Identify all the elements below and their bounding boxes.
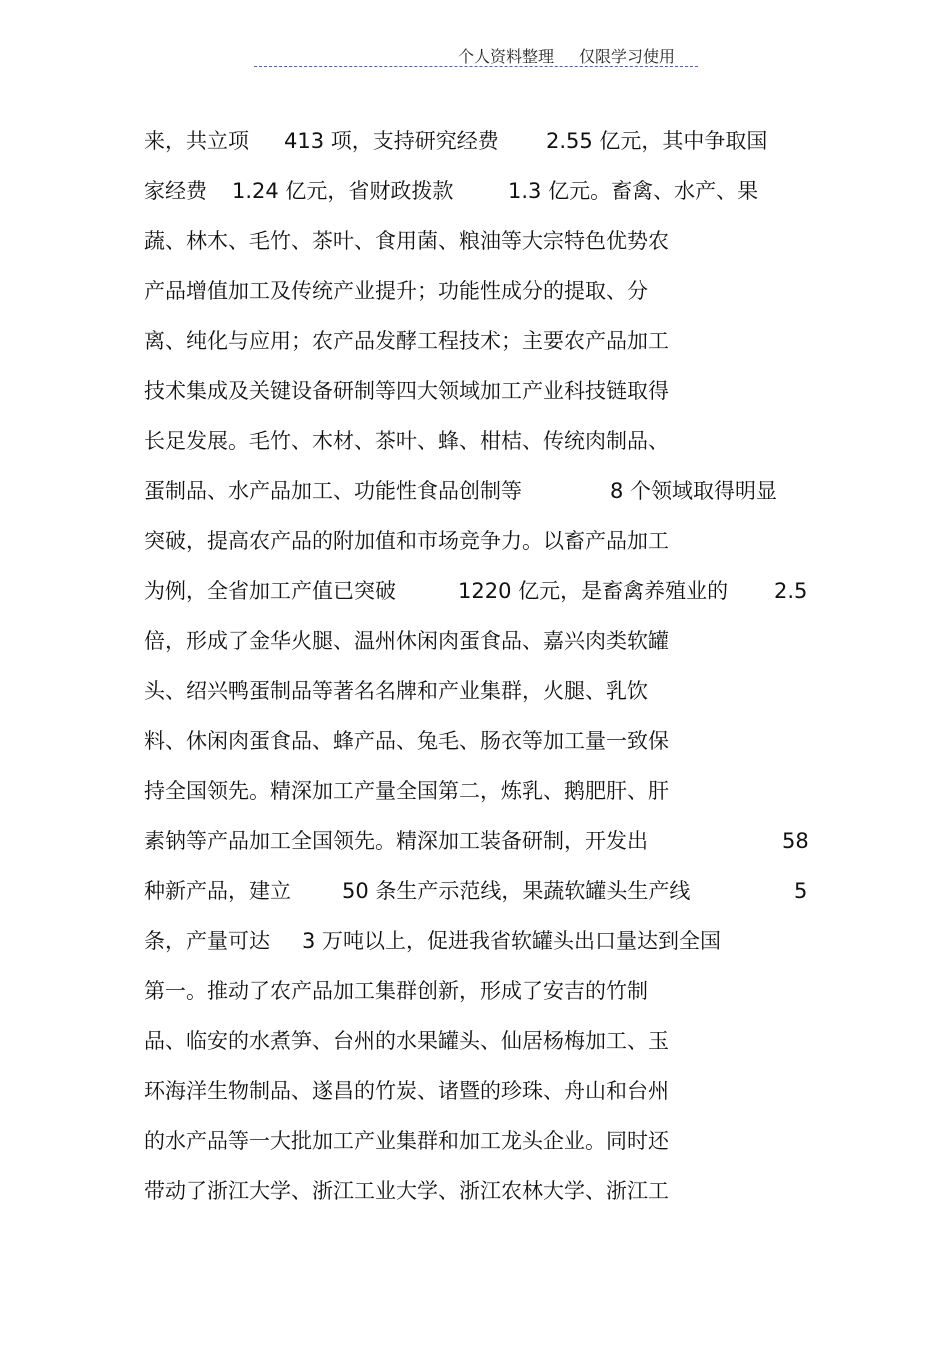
text-segment: 倍，形成了金华火腿、温州休闲肉蛋食品、嘉兴肉类软罐 (144, 629, 669, 653)
text-segment: 2.55 亿元，其中争取国 (546, 129, 768, 153)
text-line (0, 874, 950, 908)
text-line (0, 974, 950, 1008)
text-segment: 品、临安的水煮笋、台州的水果罐头、仙居杨梅加工、玉 (144, 1029, 669, 1053)
text-segment: 技术集成及关键设备研制等四大领域加工产业科技链取得 (144, 379, 669, 403)
text-segment: 来，共立项 (144, 129, 249, 153)
text-line (0, 474, 950, 508)
text-segment: 第一。推动了农产品加工集群创新，形成了安吉的竹制 (144, 979, 648, 1003)
text-segment: 蔬、林木、毛竹、茶叶、食用菌、粮油等大宗特色优势农 (144, 229, 669, 253)
text-segment: 的水产品等一大批加工产业集群和加工龙头企业。同时还 (144, 1129, 669, 1153)
text-segment: 条，产量可达 (144, 929, 270, 953)
text-segment: 料、休闲肉蛋食品、蜂产品、兔毛、肠衣等加工量一致保 (144, 729, 669, 753)
text-line (0, 424, 950, 458)
text-segment: 头、绍兴鸭蛋制品等著名名牌和产业集群，火腿、乳饮 (144, 679, 648, 703)
text-line (0, 1074, 950, 1108)
text-segment: 带动了浙江大学、浙江工业大学、浙江农林大学、浙江工 (144, 1179, 669, 1203)
text-segment: 1220 亿元，是畜禽养殖业的 (458, 579, 729, 603)
text-segment: 突破，提高农产品的附加值和市场竞争力。以畜产品加工 (144, 529, 669, 553)
text-line (0, 824, 950, 858)
text-line (0, 674, 950, 708)
text-line (0, 774, 950, 808)
text-segment: 2.5 (774, 579, 808, 603)
text-segment: 5 (794, 879, 808, 903)
text-segment: 家经费 (144, 179, 207, 203)
text-segment: 蛋制品、水产品加工、功能性食品创制等 (144, 479, 522, 503)
text-segment: 离、纯化与应用；农产品发酵工程技术；主要农产品加工 (144, 329, 669, 353)
text-segment: 持全国领先。精深加工产量全国第二，炼乳、鹅肥肝、肝 (144, 779, 669, 803)
text-line (0, 224, 950, 258)
header-text-study-only: 仅限学习使用 (579, 47, 676, 66)
page-header (254, 42, 698, 67)
text-segment: 1.3 亿元。畜禽、水产、果 (508, 179, 759, 203)
text-line (0, 274, 950, 308)
text-segment: 为例，全省加工产值已突破 (144, 579, 396, 603)
text-line (0, 124, 950, 158)
text-line (0, 374, 950, 408)
text-segment: 种新产品，建立 (144, 879, 291, 903)
text-segment: 1.24 亿元，省财政拨款 (232, 179, 454, 203)
text-line (0, 1174, 950, 1208)
text-line (0, 524, 950, 558)
text-segment: 8 个领域取得明显 (610, 479, 778, 503)
text-line (0, 924, 950, 958)
header-text-personal: 个人资料整理 (458, 47, 555, 66)
text-segment: 长足发展。毛竹、木材、茶叶、蜂、柑桔、传统肉制品、 (144, 429, 669, 453)
text-segment: 3 万吨以上，促进我省软罐头出口量达到全国 (302, 929, 722, 953)
text-line (0, 1124, 950, 1158)
text-segment: 58 (782, 829, 809, 853)
text-segment: 413 项，支持研究经费 (284, 129, 499, 153)
text-line (0, 174, 950, 208)
text-line (0, 324, 950, 358)
text-segment: 50 条生产示范线，果蔬软罐头生产线 (342, 879, 691, 903)
text-line (0, 724, 950, 758)
text-segment: 产品增值加工及传统产业提升；功能性成分的提取、分 (144, 279, 648, 303)
text-segment: 素钠等产品加工全国领先。精深加工装备研制，开发出 (144, 829, 648, 853)
text-line (0, 624, 950, 658)
text-line (0, 1024, 950, 1058)
text-segment: 环海洋生物制品、遂昌的竹炭、诸暨的珍珠、舟山和台州 (144, 1079, 669, 1103)
text-line (0, 574, 950, 608)
